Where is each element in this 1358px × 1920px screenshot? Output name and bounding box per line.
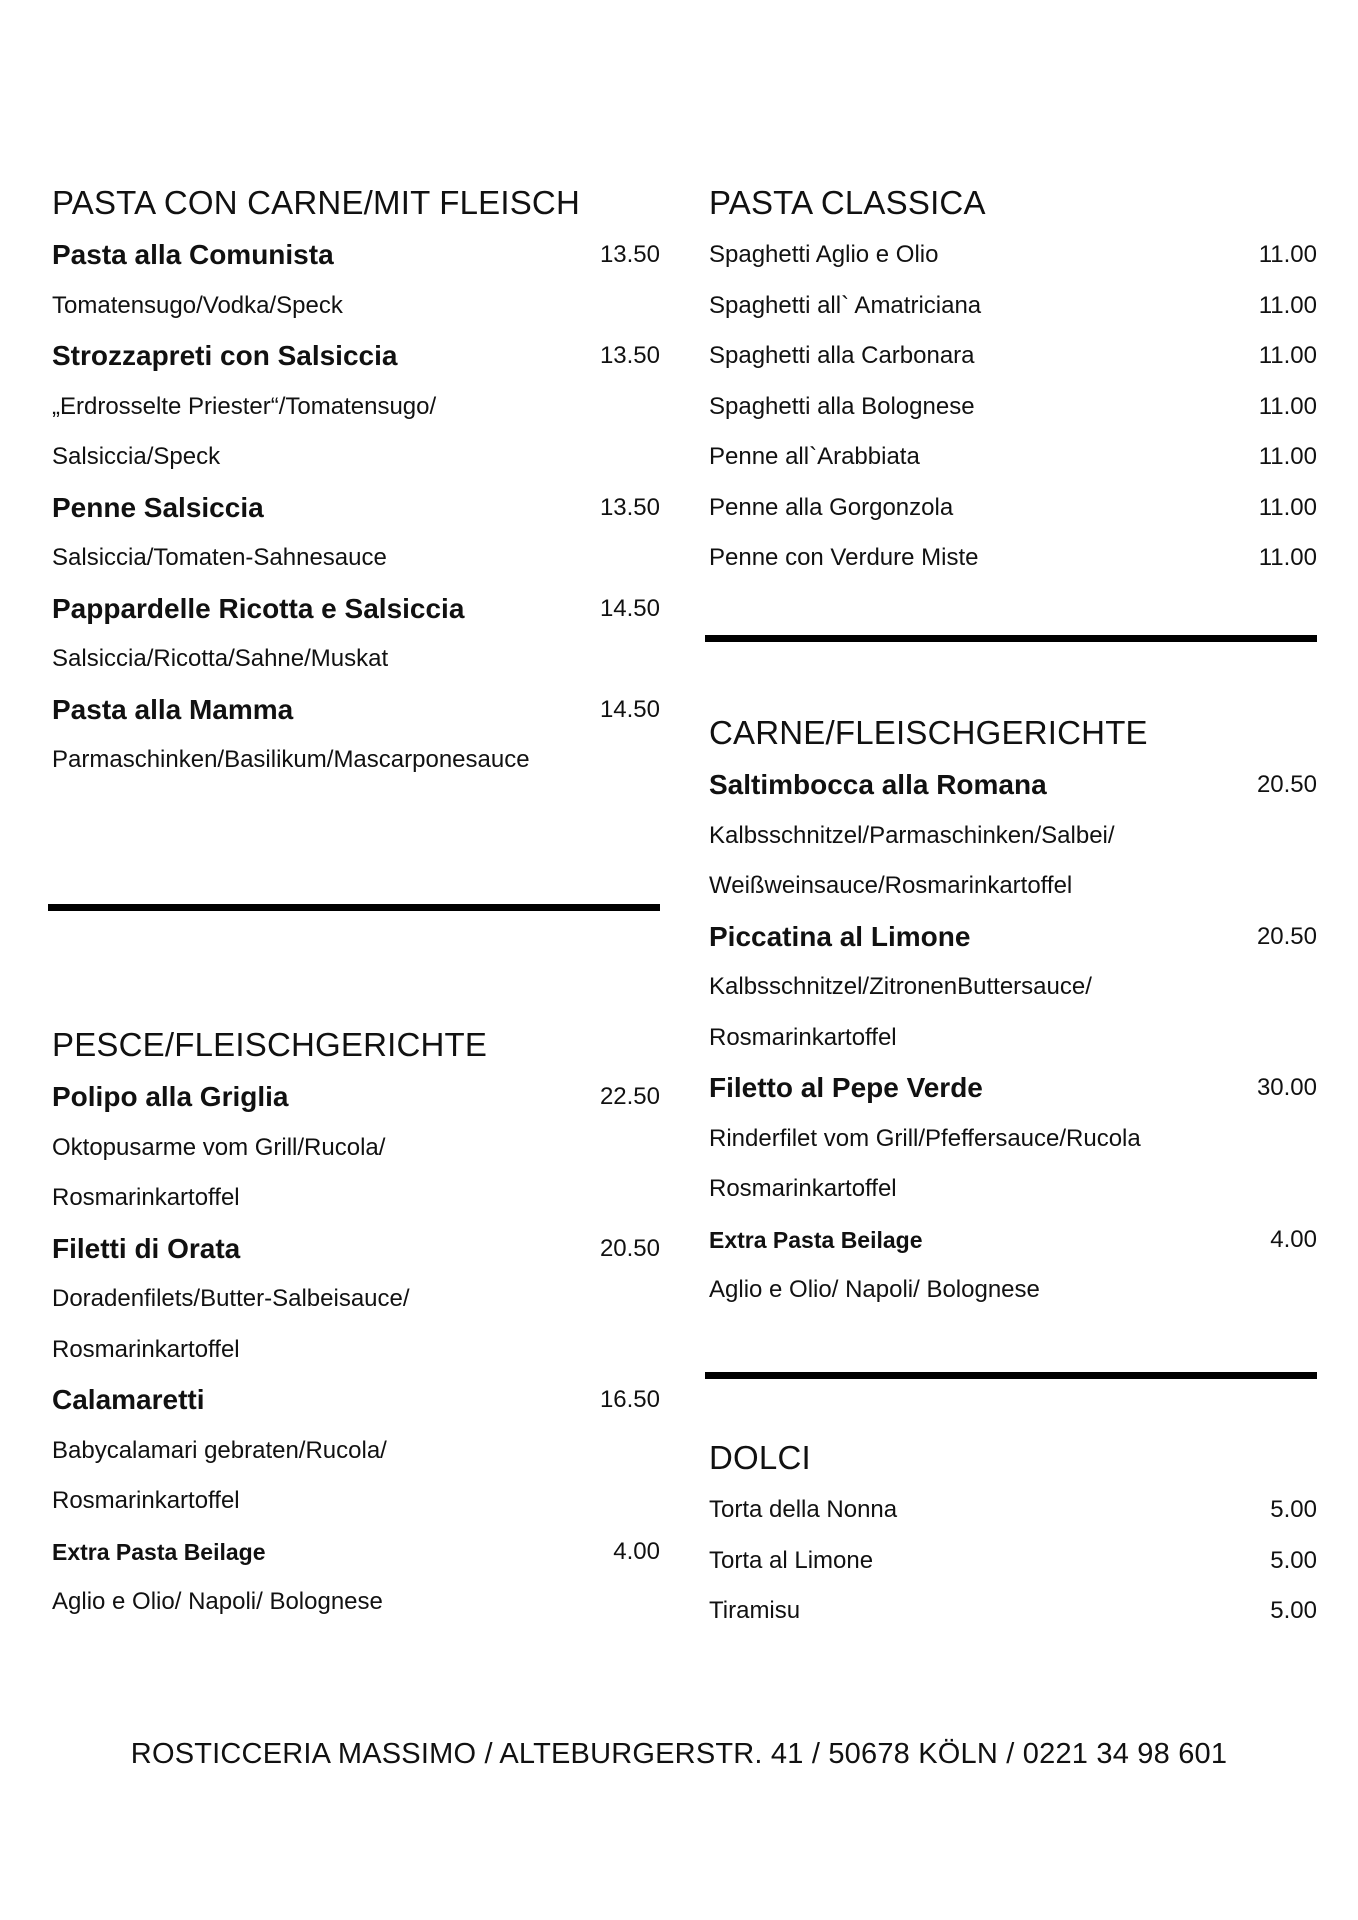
menu-item bbox=[709, 912, 1321, 963]
right-column-lower bbox=[709, 1431, 1321, 1637]
menu-item bbox=[52, 1375, 664, 1426]
item-description: Rosmarinkartoffel bbox=[52, 1184, 240, 1211]
item-price: 13.50 bbox=[599, 493, 660, 521]
item-price: 11.00 bbox=[1258, 241, 1317, 268]
section-title: PASTA CON CARNE/MIT FLEISCH bbox=[52, 184, 580, 221]
left-column-lower bbox=[52, 1018, 664, 1628]
section-title: PASTA CLASSICA bbox=[709, 184, 986, 221]
item-price: 20.50 bbox=[1256, 771, 1317, 798]
section-title: CARNE/FLEISCHGERICHTE bbox=[709, 714, 1148, 751]
menu-item bbox=[709, 1063, 1321, 1114]
section-dolci bbox=[709, 1431, 1321, 1637]
item-name: Penne Salsiccia bbox=[52, 491, 264, 523]
item-name: Penne con Verdure Miste bbox=[709, 544, 979, 571]
item-description: Weißweinsauce/Rosmarinkartoffel bbox=[709, 872, 1073, 899]
item-description: Rinderfilet vom Grill/Pfeffersauce/Rucola bbox=[709, 1124, 1141, 1152]
item-description: Oktopusarme vom Grill/Rucola/ bbox=[52, 1133, 386, 1161]
menu-item bbox=[709, 1536, 1321, 1587]
extra-item bbox=[709, 1215, 1321, 1266]
section-title: PESCE/FLEISCHGERICHTE bbox=[52, 1026, 488, 1063]
section-divider bbox=[48, 904, 660, 911]
menu-item bbox=[52, 483, 664, 534]
item-description: Rosmarinkartoffel bbox=[52, 1335, 240, 1363]
item-name: Pasta alla Mamma bbox=[52, 693, 294, 725]
menu-item bbox=[709, 483, 1321, 534]
item-description: Rosmarinkartoffel bbox=[52, 1487, 240, 1514]
right-column bbox=[709, 176, 1321, 584]
item-description: Aglio e Olio/ Napoli/ Bolognese bbox=[52, 1588, 383, 1615]
item-name: Spaghetti alla Carbonara bbox=[709, 342, 975, 369]
menu-item bbox=[52, 230, 664, 281]
item-price: 11.00 bbox=[1258, 544, 1317, 571]
section-divider bbox=[705, 1372, 1317, 1379]
item-name: Torta al Limone bbox=[709, 1546, 874, 1574]
menu-item bbox=[52, 685, 664, 736]
item-description: Salsiccia/Speck bbox=[52, 443, 221, 470]
section-pasta-classica bbox=[709, 176, 1321, 584]
item-name: Strozzapreti con Salsiccia bbox=[52, 340, 398, 371]
item-price: 11.00 bbox=[1258, 392, 1317, 420]
item-name: Penne all`Arabbiata bbox=[709, 443, 920, 470]
item-name: Spaghetti Aglio e Olio bbox=[709, 241, 939, 268]
right-column-middle bbox=[709, 706, 1321, 1316]
menu-item bbox=[709, 382, 1321, 433]
section-pasta-carne bbox=[52, 176, 664, 786]
menu-item bbox=[709, 1586, 1321, 1637]
item-price: 11.00 bbox=[1258, 291, 1317, 319]
item-price: 4.00 bbox=[1270, 1225, 1317, 1253]
item-price: 13.50 bbox=[599, 342, 660, 369]
item-name: Extra Pasta Beilage bbox=[709, 1226, 923, 1253]
item-name: Spaghetti all` Amatriciana bbox=[709, 291, 982, 319]
item-description: Babycalamari gebraten/Rucola/ bbox=[52, 1436, 387, 1464]
item-description: Kalbsschnitzel/ZitronenButtersauce/ bbox=[709, 973, 1092, 1000]
item-price: 14.50 bbox=[599, 594, 660, 622]
menu-item bbox=[709, 432, 1321, 483]
restaurant-footer: ROSTICCERIA MASSIMO / ALTEBURGERSTR. 41 / 50678 KÖLN / 0221 34 98 601 bbox=[130, 1738, 1228, 1770]
item-description: Aglio e Olio/ Napoli/ Bolognese bbox=[709, 1276, 1040, 1303]
item-description: Parmaschinken/Basilikum/Mascarponesauce bbox=[52, 746, 530, 773]
item-price: 5.00 bbox=[1270, 1597, 1317, 1624]
item-name: Piccatina al Limone bbox=[709, 920, 971, 952]
item-price: 20.50 bbox=[1256, 922, 1317, 950]
menu-item bbox=[709, 760, 1321, 811]
section-pesce bbox=[52, 1018, 664, 1628]
item-price: 11.00 bbox=[1258, 493, 1317, 521]
item-price: 4.00 bbox=[613, 1537, 660, 1565]
item-description: Rosmarinkartoffel bbox=[709, 1175, 897, 1202]
item-description: Rosmarinkartoffel bbox=[709, 1023, 897, 1051]
menu-item bbox=[709, 1485, 1321, 1536]
item-price: 11.00 bbox=[1258, 342, 1317, 369]
extra-item bbox=[52, 1527, 664, 1578]
section-divider bbox=[705, 635, 1317, 642]
item-description: Doradenfilets/Butter-Salbeisauce/ bbox=[52, 1285, 410, 1312]
menu-item bbox=[709, 281, 1321, 332]
item-name: Filetti di Orata bbox=[52, 1232, 241, 1264]
item-price: 14.50 bbox=[599, 695, 660, 723]
item-price: 30.00 bbox=[1256, 1074, 1317, 1101]
item-name: Pasta alla Comunista bbox=[52, 239, 334, 270]
item-description: Tomatensugo/Vodka/Speck bbox=[52, 291, 343, 319]
menu-item bbox=[709, 331, 1321, 382]
item-name: Polipo alla Griglia bbox=[52, 1081, 289, 1112]
item-price: 5.00 bbox=[1270, 1546, 1317, 1574]
item-description: Salsiccia/Tomaten-Sahnesauce bbox=[52, 544, 387, 571]
item-price: 16.50 bbox=[599, 1386, 660, 1413]
item-price: 22.50 bbox=[599, 1083, 660, 1110]
item-name: Tiramisu bbox=[709, 1597, 801, 1624]
item-name: Pappardelle Ricotta e Salsiccia bbox=[52, 592, 465, 624]
item-name: Penne alla Gorgonzola bbox=[709, 493, 954, 521]
item-name: Spaghetti alla Bolognese bbox=[709, 392, 975, 420]
item-description: „Erdrosselte Priester“/Tomatensugo/ bbox=[52, 392, 437, 420]
section-carne bbox=[709, 706, 1321, 1316]
item-price: 20.50 bbox=[599, 1234, 660, 1262]
menu-item bbox=[52, 331, 664, 382]
item-price: 13.50 bbox=[599, 241, 660, 268]
menu-item bbox=[709, 230, 1321, 281]
menu-item bbox=[52, 584, 664, 635]
item-description: Salsiccia/Ricotta/Sahne/Muskat bbox=[52, 645, 389, 672]
item-price: 5.00 bbox=[1270, 1496, 1317, 1523]
left-column bbox=[52, 176, 664, 786]
menu-item bbox=[709, 533, 1321, 584]
item-name: Filetto al Pepe Verde bbox=[709, 1072, 983, 1103]
section-title: DOLCI bbox=[709, 1439, 811, 1476]
item-name: Torta della Nonna bbox=[709, 1496, 898, 1523]
item-price: 11.00 bbox=[1258, 443, 1317, 470]
menu-item bbox=[52, 1224, 664, 1275]
item-name: Calamaretti bbox=[52, 1384, 205, 1415]
item-description: Kalbsschnitzel/Parmaschinken/Salbei/ bbox=[709, 821, 1115, 849]
item-name: Saltimbocca alla Romana bbox=[709, 769, 1047, 800]
item-name: Extra Pasta Beilage bbox=[52, 1538, 266, 1565]
menu-item bbox=[52, 1072, 664, 1123]
